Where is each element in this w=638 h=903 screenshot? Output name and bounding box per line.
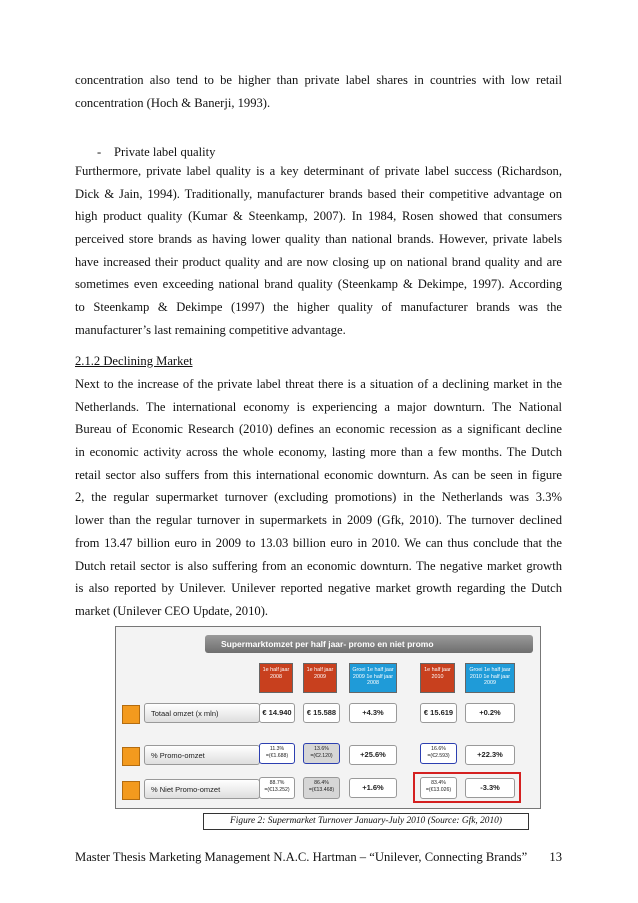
text-line: to Steenkamp & Dekimpe (1997) the higher quality of manufacturer brands was the: [75, 300, 562, 315]
turnover-figure: [115, 626, 541, 809]
orange-marker: [122, 747, 140, 766]
figure-title: Supermarktomzet per half jaar- promo en niet promo: [205, 635, 533, 653]
growth-niet-2010: -3.3%: [465, 778, 515, 798]
header-2010: 1e half jaar 2010: [420, 663, 455, 693]
footer-text: Master Thesis Marketing Management N.A.C. Hartman – “Unilever, Connecting Brands”: [75, 850, 528, 864]
text-line: market (Unilever CEO Update, 2010).: [75, 603, 269, 618]
growth-total-2010: +0.2%: [465, 703, 515, 723]
value-promo-2010: [420, 743, 457, 764]
page-number: 13: [549, 850, 562, 864]
text-line: Dick & Jain, 1994). Traditionally, manufacturer brands based their competitive advantage on: [75, 186, 562, 201]
promo-2009-percent: 13.6%: [314, 746, 329, 752]
text-line: concentration also tend to be higher than private label shares in countries with low retail: [75, 73, 562, 87]
niet-2008-percent: 88.7%: [269, 780, 285, 786]
growth-promo-2010: +22.3%: [465, 745, 515, 765]
row-label-total: [122, 703, 262, 725]
paragraph-declining-market: [75, 373, 562, 623]
row-label-promo: [122, 745, 262, 767]
paragraph-quality: [75, 160, 562, 342]
bullet-dash: -: [97, 145, 102, 159]
text-line: Bureau of Economic Research (2010) defines an economic recession as a significant decline: [75, 422, 562, 437]
text-line: retail sector also suffers from this international economic downturn. As can be seen in figure: [75, 467, 562, 482]
niet-2008-amount: =(€13.252): [264, 787, 290, 793]
value-promo-2008: [259, 743, 295, 764]
header-2009: 1e half jaar 2009: [303, 663, 337, 693]
promo-2008-percent: 11.3%: [269, 746, 285, 752]
text-line: concentration (Hoch & Banerji, 1993).: [75, 95, 271, 110]
header-growth-2010: Groei 1e half jaar 2010 1e half jaar 2009: [465, 663, 515, 693]
row-label-text: % Promo-omzet: [144, 745, 260, 765]
text-line: Next to the increase of the private label threat there is a situation of a declining market in the: [75, 377, 562, 391]
header-2008: 1e half jaar 2008: [259, 663, 293, 693]
figure-caption: Figure 2: Supermarket Turnover January-July 2010 (Source: Gfk, 2010): [203, 813, 529, 830]
orange-marker: [122, 781, 140, 800]
value-niet-2009: [303, 777, 340, 799]
promo-2009-amount: =(€2.120): [310, 753, 333, 759]
text-line: Furthermore, private label quality is a key determinant of private label success (Richardson,: [75, 164, 562, 178]
row-label-text: % Niet Promo-omzet: [144, 779, 260, 799]
value-total-2009: € 15.588: [303, 703, 340, 723]
header-growth-2009: Groei 1e half jaar 2009 1e half jaar 2008: [349, 663, 397, 693]
row-label-niet-promo: [122, 779, 262, 801]
value-promo-2009: [303, 743, 340, 764]
text-line: in economic activity across the whole economy, lasting more than a few months. The Dutch: [75, 445, 562, 460]
section-heading: 2.1.2 Declining Market: [75, 354, 193, 368]
paragraph-intro: [75, 69, 562, 114]
value-total-2008: € 14.940: [259, 703, 295, 723]
niet-2009-amount: =(€13.468): [308, 787, 335, 793]
text-line: is also reported by Unilever. Unilever reported negative market growth regarding the Dutch: [75, 581, 562, 596]
text-line: high product quality (Kumar & Steenkamp, 2007). In 1984, Rosen showed that consumers: [75, 209, 562, 224]
text-line: have increased their product quality and are now closing up on national brand quality and are: [75, 254, 562, 269]
growth-niet-2009: +1.6%: [349, 778, 397, 798]
orange-marker: [122, 705, 140, 724]
niet-2010-percent: 83.4%: [431, 780, 446, 786]
growth-promo-2009: +25.6%: [349, 745, 397, 765]
text-line: Netherlands. The international economy is experiencing a major downturn. The National: [75, 399, 562, 414]
text-line: sometimes even exceeding national brand quality (Steenkamp & Dekimpe, 1997). According: [75, 277, 562, 292]
promo-2010-amount: =(€2.593): [427, 753, 450, 759]
growth-total-2009: +4.3%: [349, 703, 397, 723]
text-line: Dutch retail sector is also suffering from an economic downturn. The negative market growth: [75, 558, 562, 573]
text-line: 2, the regular supermarket turnover (excluding promotions) in the Netherlands was 3.3%: [75, 490, 562, 505]
promo-2010-percent: 16.6%: [431, 746, 446, 752]
promo-2008-amount: =(€1.688): [265, 753, 289, 759]
row-label-text: Totaal omzet (x mln): [144, 703, 260, 723]
page-footer: [75, 849, 562, 865]
value-total-2010: € 15.619: [420, 703, 457, 723]
text-line: lower than the regular turnover in supermarkets in 2009 (Gfk, 2010). The turnover declined: [75, 513, 562, 528]
highlight-box: [413, 772, 521, 803]
text-line: from 13.47 billion euro in 2009 to 13.03 billion euro in 2010. We can thus conclude that the: [75, 535, 562, 550]
value-niet-2008: [259, 777, 295, 799]
text-line: perceived store brands as having lower quality than national brands. However, private labels: [75, 232, 562, 247]
niet-2010-amount: =(€13.026): [425, 787, 452, 793]
text-line: manufacturer’s last remaining competitive advantage.: [75, 322, 346, 337]
niet-2009-percent: 86.4%: [314, 780, 329, 786]
bullet-text: Private label quality: [114, 145, 216, 159]
